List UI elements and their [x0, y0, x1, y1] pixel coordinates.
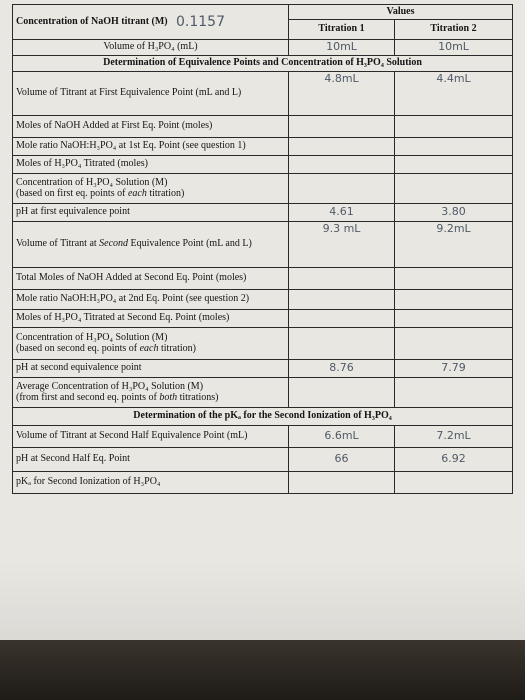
row-value-t2: 4.4mL: [395, 71, 513, 115]
row-label-line2: (based on second eq. points of each titration): [16, 343, 196, 354]
row-value-t1: 9.3 mL: [289, 221, 395, 267]
row-label-line1: Concentration of H₃PO₄ Solution (M): [16, 331, 168, 343]
row-label: Mole ratio NaOH:H₃PO₄ at 1st Eq. Point (see question 1): [13, 137, 289, 155]
table-row: [13, 309, 513, 327]
table-row: [13, 39, 513, 55]
row-label: Moles of H₃PO₄ Titrated at Second Eq. Point (moles): [13, 309, 289, 327]
naoh-concentration-cell: [13, 5, 289, 40]
row-value-t1: 4.61: [289, 203, 395, 221]
data-table: [12, 4, 513, 494]
titration-2-header: Titration 2: [395, 19, 513, 39]
table-row: [13, 71, 513, 115]
row-value-t2: 7.2mL: [395, 425, 513, 447]
row-value-t1: 4.8mL: [289, 71, 395, 115]
row-label: [13, 327, 289, 359]
row-value-t2: [395, 155, 513, 173]
table-row: [13, 155, 513, 173]
row-label: Moles of H₃PO₄ Titrated (moles): [13, 155, 289, 173]
row-value-t1: [289, 327, 395, 359]
row-value-t1: [289, 173, 395, 203]
table-row: [13, 289, 513, 309]
row-label: pKₐ for Second Ionization of H₃PO₄: [13, 471, 289, 493]
table-row: [13, 327, 513, 359]
titration-1-header: Titration 1: [289, 19, 395, 39]
naoh-concentration-label: Concentration of NaOH titrant (M): [16, 16, 168, 27]
row-label: pH at first equivalence point: [13, 203, 289, 221]
row-label: pH at second equivalence point: [13, 359, 289, 377]
row-value-t1: 8.76: [289, 359, 395, 377]
row-label: pH at Second Half Eq. Point: [13, 447, 289, 471]
row-label: [13, 173, 289, 203]
section-header-pka: Determination of the pKₐ for the Second Ionization of H₃PO₄: [13, 407, 513, 425]
row-label: [13, 377, 289, 407]
row-value-t2: [395, 289, 513, 309]
row-label-line2: (from first and second eq. points of both titrations): [16, 392, 219, 403]
row-value-t1: 6.6mL: [289, 425, 395, 447]
section-header-equivalence: Determination of Equivalence Points and Concentration of H₃PO₄ Solution: [13, 55, 513, 71]
row-value-t2: 10mL: [395, 39, 513, 55]
row-label-line1: Concentration of H₃PO₄ Solution (M): [16, 176, 168, 188]
row-value-t1: 66: [289, 447, 395, 471]
row-value-t2: [395, 309, 513, 327]
row-label: Total Moles of NaOH Added at Second Eq. Point (moles): [13, 267, 289, 289]
dark-background: [0, 640, 525, 700]
row-value-t1: [289, 471, 395, 493]
row-value-t1: [289, 137, 395, 155]
row-value-t1: 10mL: [289, 39, 395, 55]
row-value-t1: [289, 289, 395, 309]
table-row: [13, 359, 513, 377]
row-value-t2: [395, 327, 513, 359]
row-value-t2: 7.79: [395, 359, 513, 377]
row-value-t1: [289, 267, 395, 289]
row-value-t2: [395, 137, 513, 155]
row-value-t2: [395, 173, 513, 203]
row-value-t2: [395, 377, 513, 407]
row-value-t2: [395, 471, 513, 493]
table-row: [13, 115, 513, 137]
table-row: [13, 377, 513, 407]
table-row: [13, 447, 513, 471]
page-shadow: [0, 560, 525, 640]
row-label: Volume of Titrant at Second Half Equivalence Point (mL): [13, 425, 289, 447]
row-value-t1: [289, 309, 395, 327]
row-label: Volume of Titrant at Second Equivalence Point (mL and L): [13, 221, 289, 267]
values-header: Values: [289, 5, 513, 20]
row-label: Volume of Titrant at First Equivalence Point (mL and L): [13, 71, 289, 115]
row-value-t2: 3.80: [395, 203, 513, 221]
table-row: [13, 221, 513, 267]
table-row: [13, 137, 513, 155]
row-label: Volume of H₃PO₄ (mL): [13, 39, 289, 55]
row-label-line1: Average Concentration of H₃PO₄ Solution (M): [16, 380, 204, 392]
row-label: Mole ratio NaOH:H₃PO₄ at 2nd Eq. Point (see question 2): [13, 289, 289, 309]
table-row: [13, 471, 513, 493]
row-value-t2: [395, 267, 513, 289]
row-label-line2: (based on first eq. points of each titration): [16, 188, 185, 199]
table-row: [13, 173, 513, 203]
row-value-t2: 6.92: [395, 447, 513, 471]
row-value-t1: [289, 377, 395, 407]
row-label: Moles of NaOH Added at First Eq. Point (moles): [13, 115, 289, 137]
naoh-concentration-value: 0.1157: [176, 13, 225, 30]
row-value-t2: 9.2mL: [395, 221, 513, 267]
table-row: [13, 425, 513, 447]
row-value-t1: [289, 155, 395, 173]
row-value-t2: [395, 115, 513, 137]
table-row: [13, 203, 513, 221]
table-row: [13, 267, 513, 289]
row-value-t1: [289, 115, 395, 137]
